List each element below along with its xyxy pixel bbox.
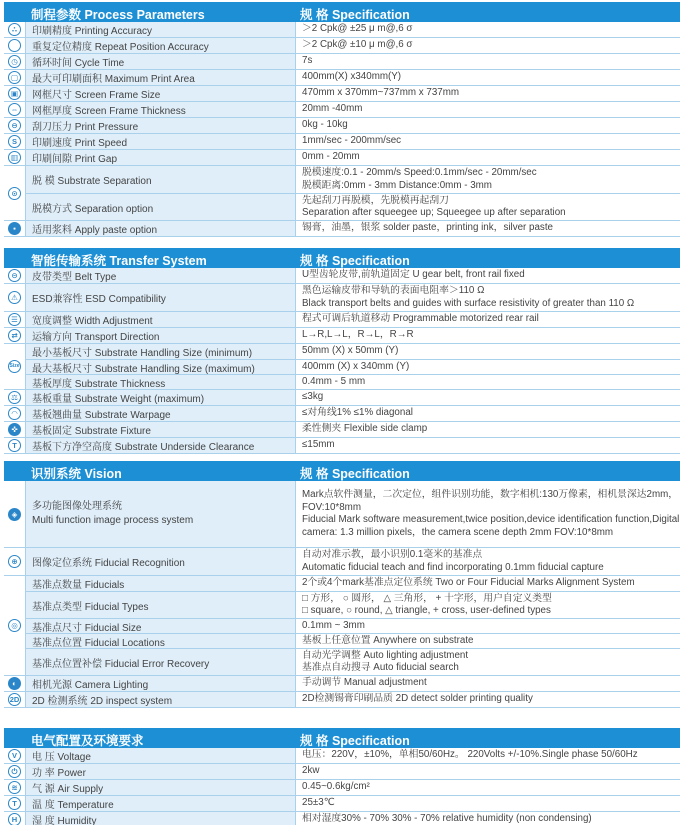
spec-label: 脱 模 Substrate Separation bbox=[26, 166, 296, 193]
spec-value-line: 程式可调后轨道移动 Programmable motorized rear rail bbox=[302, 313, 539, 325]
spec-row bbox=[26, 268, 680, 283]
spec-label: 基准点数量 Fiducials bbox=[26, 576, 296, 591]
spec-label: 2D 检测系统 2D inspect system bbox=[26, 692, 296, 707]
icon-cell bbox=[4, 344, 26, 389]
spec-row bbox=[26, 438, 680, 453]
spec-label: 最小基板尺寸 Substrate Handling Size (minimum) bbox=[26, 344, 296, 359]
spec-value-line: 脱模速度:0.1 - 20mm/s Speed:0.1mm/sec - 20mm/sec bbox=[302, 167, 537, 178]
humidity-icon: H bbox=[8, 813, 21, 825]
fiducial-recognition-icon: ⊕ bbox=[8, 555, 21, 568]
spec-label: 脱模方式 Separation option bbox=[26, 194, 296, 220]
spec-group bbox=[4, 438, 680, 454]
spec-row bbox=[26, 406, 680, 421]
maximum-print-area-icon: ▢ bbox=[8, 71, 21, 84]
spec-label: 印刷间隙 Print Gap bbox=[26, 150, 296, 165]
icon-cell bbox=[4, 390, 26, 405]
spec-row bbox=[26, 591, 680, 618]
spec-value bbox=[296, 796, 680, 811]
spec-value-line: ≤15mm bbox=[302, 439, 335, 451]
specification-header: 规 格 Specification bbox=[300, 467, 410, 481]
spec-value bbox=[296, 194, 680, 220]
spec-value bbox=[296, 692, 680, 707]
spec-group bbox=[4, 796, 680, 812]
spec-label: 循环时间 Cycle Time bbox=[26, 54, 296, 69]
spec-label: 印刷速度 Print Speed bbox=[26, 134, 296, 149]
spec-row bbox=[26, 328, 680, 343]
spec-value bbox=[296, 284, 680, 311]
spec-label: 基板下方净空高度 Substrate Underside Clearance bbox=[26, 438, 296, 453]
spec-group bbox=[4, 38, 680, 54]
spec-group bbox=[4, 268, 680, 284]
spec-value bbox=[296, 221, 680, 236]
spec-group bbox=[4, 576, 680, 676]
section-header bbox=[4, 461, 680, 481]
multi-function-image-process-system-icon: ◈ bbox=[8, 508, 21, 521]
spec-row bbox=[26, 359, 680, 374]
spec-value-line: ≤3kg bbox=[302, 391, 324, 403]
icon-cell bbox=[4, 576, 26, 675]
belt-type-icon: ⊝ bbox=[8, 269, 21, 282]
icon-cell bbox=[4, 102, 26, 117]
spec-value-line: U型齿轮皮带,前轨道固定 U gear belt, front rail fixed bbox=[302, 269, 525, 281]
spec-label: ESD兼容性 ESD Compatibility bbox=[26, 284, 296, 311]
spec-row bbox=[26, 193, 680, 220]
spec-value bbox=[296, 438, 680, 453]
vision-section bbox=[4, 461, 680, 708]
esd-compatibility-icon: ⚠ bbox=[8, 291, 21, 304]
spec-row bbox=[26, 390, 680, 405]
spec-label: 基板厚度 Substrate Thickness bbox=[26, 375, 296, 389]
spec-row bbox=[26, 748, 680, 763]
icon-cell bbox=[4, 268, 26, 283]
spec-label: 气 源 Air Supply bbox=[26, 780, 296, 795]
electrical-environment-section bbox=[4, 728, 680, 825]
fiducials-icon: ◎ bbox=[8, 619, 21, 632]
spec-group bbox=[4, 390, 680, 406]
spec-value bbox=[296, 634, 680, 648]
spec-value-line: 1mm/sec - 200mm/sec bbox=[302, 135, 402, 147]
spec-group bbox=[4, 134, 680, 150]
spec-value bbox=[296, 812, 680, 825]
spec-value-line: Separation after squeegee up; Squeegee up after separation bbox=[302, 207, 566, 218]
icon-cell bbox=[4, 118, 26, 133]
cycle-time-icon: ◷ bbox=[8, 55, 21, 68]
spec-row bbox=[26, 344, 680, 359]
icon-cell bbox=[4, 284, 26, 311]
substrate-warpage-icon: ◠ bbox=[8, 407, 21, 420]
specification-header: 规 格 Specification bbox=[300, 254, 410, 268]
printing-accuracy-icon: ∴ bbox=[8, 23, 21, 36]
spec-value-line: 0.45~0.6kg/cm² bbox=[302, 781, 370, 793]
spec-label-line: Multi function image process system bbox=[32, 515, 194, 526]
spec-value-line: 0kg - 10kg bbox=[302, 119, 348, 131]
icon-cell bbox=[4, 86, 26, 101]
spec-value-line: 先起刮刀再脱模，先脱模再起刮刀 bbox=[302, 194, 449, 206]
width-adjustment-icon: ☰ bbox=[8, 313, 21, 326]
spec-value bbox=[296, 576, 680, 591]
icon-cell bbox=[4, 406, 26, 421]
spec-group bbox=[4, 780, 680, 796]
spec-value-line: 0.1mm ~ 3mm bbox=[302, 619, 365, 631]
spec-row bbox=[26, 22, 680, 37]
spec-value-line: 自动光学调整 Auto lighting adjustment bbox=[302, 649, 469, 661]
screen-frame-size-icon: ▣ bbox=[8, 87, 21, 100]
spec-value-line: ≤对角线1% ≤1% diagonal bbox=[302, 407, 413, 419]
spec-value bbox=[296, 764, 680, 779]
spec-group bbox=[4, 328, 680, 344]
specification-header: 规 格 Specification bbox=[300, 8, 410, 22]
spec-row bbox=[26, 422, 680, 437]
spec-group bbox=[4, 22, 680, 38]
spec-value-line: 2个或4个mark基准点定位系统 Two or Four Fiducial Marks Alignment System bbox=[302, 577, 635, 589]
apply-paste-option-icon: ▪ bbox=[8, 222, 21, 235]
section-header bbox=[4, 728, 680, 748]
spec-value-line: Mark点软件测量，二次定位，组件识别功能，数字相机:130万像素，相机景深达2mm，FOV:10*8mm bbox=[302, 489, 679, 513]
spec-row bbox=[26, 374, 680, 389]
spec-label: 宽度调整 Width Adjustment bbox=[26, 312, 296, 327]
spec-row bbox=[26, 648, 680, 675]
spec-value-line: 基板上任意位置 Anywhere on substrate bbox=[302, 634, 474, 646]
repeat-position-accuracy-icon bbox=[8, 39, 21, 52]
icon-cell bbox=[4, 221, 26, 236]
spec-label: 基准点位置补偿 Fiducial Error Recovery bbox=[26, 649, 296, 675]
spec-row bbox=[26, 312, 680, 327]
icon-cell bbox=[4, 438, 26, 453]
spec-value-line: 相对湿度30% - 70% 30% - 70% relative humidity (non condensing) bbox=[302, 813, 592, 825]
spec-group bbox=[4, 54, 680, 70]
icon-cell bbox=[4, 134, 26, 149]
spec-value bbox=[296, 748, 680, 763]
temperature-icon: T bbox=[8, 797, 21, 810]
2d-inspect-system-icon: 2D bbox=[9, 695, 20, 704]
specification-header: 规 格 Specification bbox=[300, 734, 410, 748]
spec-group bbox=[4, 102, 680, 118]
icon-cell bbox=[4, 70, 26, 85]
spec-value-line: 2D检测锡膏印刷品质 2D detect solder printing quality bbox=[302, 693, 533, 705]
substrate-fixture-icon: ✜ bbox=[8, 423, 21, 436]
spec-value-line: 脱模距离:0mm - 3mm Distance:0mm - 3mm bbox=[302, 179, 492, 191]
spec-group bbox=[4, 764, 680, 780]
spec-value bbox=[296, 134, 680, 149]
spec-label: 适用浆料 Apply paste option bbox=[26, 221, 296, 236]
spec-label: 湿 度 Humidity bbox=[26, 812, 296, 825]
icon-cell bbox=[4, 481, 26, 547]
spec-row bbox=[26, 618, 680, 633]
process-parameters-section bbox=[4, 2, 680, 237]
spec-label: 印刷精度 Printing Accuracy bbox=[26, 22, 296, 37]
spec-row bbox=[26, 812, 680, 825]
spec-value-line: 50mm (X) x 50mm (Y) bbox=[302, 345, 399, 357]
spec-row bbox=[26, 692, 680, 707]
spec-group bbox=[4, 86, 680, 102]
spec-row bbox=[26, 38, 680, 53]
spec-group bbox=[4, 422, 680, 438]
power-icon: ⏻ bbox=[8, 765, 21, 778]
spec-value-line: 手动调节 Manual adjustment bbox=[302, 677, 427, 689]
spec-group bbox=[4, 150, 680, 166]
spec-value bbox=[296, 548, 680, 575]
section-title: 识别系统 Vision bbox=[31, 467, 122, 481]
spec-value-line: 2kw bbox=[302, 765, 320, 777]
spec-row bbox=[26, 70, 680, 85]
spec-label: 基板固定 Substrate Fixture bbox=[26, 422, 296, 437]
spec-label: 基板重量 Substrate Weight (maximum) bbox=[26, 390, 296, 405]
spec-group bbox=[4, 548, 680, 576]
spec-value-line: 基准点自动搜寻 Auto fiducial search bbox=[302, 662, 459, 673]
spec-value-line: □ square, ○ round, △ triangle, + cross, user-defined types bbox=[302, 605, 551, 616]
section-header bbox=[4, 2, 680, 22]
spec-label: 基板翘曲量 Substrate Warpage bbox=[26, 406, 296, 421]
spec-label: 重复定位精度 Repeat Position Accuracy bbox=[26, 38, 296, 53]
spec-value bbox=[296, 102, 680, 117]
spec-value-line: ＞2 Cpk@ ±25 μ m@,6 σ bbox=[302, 23, 413, 35]
spec-value bbox=[296, 676, 680, 691]
spec-value bbox=[296, 22, 680, 37]
spec-row bbox=[26, 166, 680, 193]
spec-value bbox=[296, 481, 680, 547]
spec-row bbox=[26, 764, 680, 779]
spec-value-line: 自动对准示教，最小识别0.1毫米的基准点 bbox=[302, 549, 483, 560]
section-title: 制程参数 Process Parameters bbox=[31, 8, 205, 22]
icon-cell bbox=[4, 312, 26, 327]
icon-cell bbox=[4, 328, 26, 343]
substrate-weight-maximum-icon: ⚖ bbox=[8, 391, 21, 404]
spec-group bbox=[4, 284, 680, 312]
spec-label: 网框尺寸 Screen Frame Size bbox=[26, 86, 296, 101]
spec-value-line: □ 方形， ○ 圆形， △ 三角形， + 十字形，用户自定义类型 bbox=[302, 592, 552, 604]
spec-row bbox=[26, 86, 680, 101]
spec-value-line: L→R,L→L，R→L，R→R bbox=[302, 329, 414, 341]
section-title: 电气配置及环境要求 bbox=[31, 734, 144, 748]
spec-row bbox=[26, 118, 680, 133]
transfer-system-section bbox=[4, 248, 680, 454]
icon-cell bbox=[4, 422, 26, 437]
spec-label: 基准点位置 Fiducial Locations bbox=[26, 634, 296, 648]
spec-value-line: 400mm(X) x340mm(Y) bbox=[302, 71, 402, 83]
spec-group bbox=[4, 312, 680, 328]
screen-frame-thickness-icon: ⇔ bbox=[8, 103, 21, 116]
section-title: 智能传输系统 Transfer System bbox=[31, 254, 207, 268]
icon-cell bbox=[4, 150, 26, 165]
spec-value bbox=[296, 70, 680, 85]
icon-cell bbox=[4, 54, 26, 69]
spec-group bbox=[4, 166, 680, 221]
spec-label: 电 压 Voltage bbox=[26, 748, 296, 763]
spec-group bbox=[4, 118, 680, 134]
spec-label-line: 多功能图像处理系统 bbox=[32, 501, 122, 512]
spec-value-line: 锡膏，油墨，银浆 solder paste，printing ink，silver paste bbox=[302, 222, 553, 234]
spec-row bbox=[26, 676, 680, 691]
spec-value bbox=[296, 619, 680, 633]
spec-value-line: 400mm (X) x 340mm (Y) bbox=[302, 360, 410, 372]
print-gap-icon: ▥ bbox=[8, 151, 21, 164]
spec-value-line: 0.4mm - 5 mm bbox=[302, 375, 366, 387]
spec-label: 刮刀压力 Print Pressure bbox=[26, 118, 296, 133]
spec-row bbox=[26, 150, 680, 165]
spec-value bbox=[296, 86, 680, 101]
spec-group bbox=[4, 344, 680, 390]
spec-group bbox=[4, 812, 680, 825]
spec-label: 基准点类型 Fiducial Types bbox=[26, 592, 296, 618]
spec-value-line: 20mm -40mm bbox=[302, 103, 363, 115]
print-speed-icon: S bbox=[8, 135, 21, 148]
spec-value bbox=[296, 406, 680, 421]
spec-label bbox=[26, 481, 296, 547]
spec-value bbox=[296, 422, 680, 437]
icon-cell bbox=[4, 22, 26, 37]
spec-group bbox=[4, 221, 680, 237]
spec-label: 功 率 Power bbox=[26, 764, 296, 779]
spec-row bbox=[26, 780, 680, 795]
spec-value-line: 柔性侧夹 Flexible side clamp bbox=[302, 423, 428, 435]
spec-row bbox=[26, 548, 680, 575]
spec-group bbox=[4, 692, 680, 708]
spec-label: 皮带类型 Belt Type bbox=[26, 268, 296, 283]
spec-value bbox=[296, 150, 680, 165]
spec-value-line: 黑色运输皮带和导轨的表面电阻率＞110 Ω bbox=[302, 285, 485, 296]
spec-label: 网框厚度 Screen Frame Thickness bbox=[26, 102, 296, 117]
spec-value bbox=[296, 780, 680, 795]
spec-row bbox=[26, 54, 680, 69]
substrate-separation-icon: ⊙ bbox=[8, 187, 21, 200]
spec-label: 基准点尺寸 Fiducial Size bbox=[26, 619, 296, 633]
spec-row bbox=[26, 284, 680, 311]
spec-value bbox=[296, 649, 680, 675]
icon-cell bbox=[4, 548, 26, 575]
icon-cell bbox=[4, 812, 26, 825]
spec-value-line: ＞2 Cpk@ ±10 μ m@,6 σ bbox=[302, 39, 413, 51]
spec-label: 相机光源 Camera Lighting bbox=[26, 676, 296, 691]
spec-value-line: 电压：220V，±10%，单相50/60Hz。 220Volts +/-10%.Single phase 50/60Hz bbox=[302, 749, 638, 761]
icon-cell bbox=[4, 692, 26, 707]
spec-value bbox=[296, 344, 680, 359]
spec-value bbox=[296, 360, 680, 374]
spec-label: 温 度 Temperature bbox=[26, 796, 296, 811]
spec-row bbox=[26, 481, 680, 547]
spec-value-line: Automatic fiducial teach and find incorporating 0.1mm fiducial capture bbox=[302, 561, 604, 573]
spec-value-line: 25±3℃ bbox=[302, 797, 335, 809]
spec-label: 最大可印刷面积 Maximum Print Area bbox=[26, 70, 296, 85]
spec-value bbox=[296, 328, 680, 343]
spec-row bbox=[26, 796, 680, 811]
spec-label: 图像定位系统 Fiducial Recognition bbox=[26, 548, 296, 575]
icon-cell bbox=[4, 676, 26, 691]
spec-value bbox=[296, 54, 680, 69]
spec-group bbox=[4, 70, 680, 86]
icon-cell bbox=[4, 748, 26, 763]
spec-value bbox=[296, 118, 680, 133]
camera-lighting-icon: ◐ bbox=[8, 677, 21, 690]
spec-row bbox=[26, 576, 680, 591]
spec-value bbox=[296, 312, 680, 327]
spec-row bbox=[26, 633, 680, 648]
substrate-underside-clearance-icon: T bbox=[8, 439, 21, 452]
spec-value bbox=[296, 390, 680, 405]
spec-value bbox=[296, 268, 680, 283]
spec-value bbox=[296, 166, 680, 193]
voltage-icon: V bbox=[8, 749, 21, 762]
spec-value-line: Fiducial Mark software measurement,twice position,device identification function,Digital camera: 1.3 million pixels，the camera scene depth 2mm FOV:10*8mm bbox=[302, 514, 680, 538]
substrate-handling-size-minimum-icon: Size bbox=[8, 360, 21, 373]
print-pressure-icon: ⊖ bbox=[8, 119, 21, 132]
spec-label: 运输方向 Transport Direction bbox=[26, 328, 296, 343]
transport-direction-icon: ⇄ bbox=[8, 329, 21, 342]
section-header bbox=[4, 248, 680, 268]
icon-cell bbox=[4, 780, 26, 795]
spec-group bbox=[4, 406, 680, 422]
spec-value bbox=[296, 375, 680, 389]
spec-value-line: 0mm - 20mm bbox=[302, 151, 360, 163]
icon-cell bbox=[4, 38, 26, 53]
spec-row bbox=[26, 221, 680, 236]
spec-group bbox=[4, 748, 680, 764]
spec-row bbox=[26, 102, 680, 117]
spec-label: 最大基板尺寸 Substrate Handling Size (maximum) bbox=[26, 360, 296, 374]
spec-value bbox=[296, 38, 680, 53]
spec-row bbox=[26, 134, 680, 149]
spec-group bbox=[4, 481, 680, 548]
icon-cell bbox=[4, 166, 26, 220]
icon-cell bbox=[4, 796, 26, 811]
air-supply-icon: ≋ bbox=[8, 781, 21, 794]
spec-value-line: Black transport belts and guides with surface resistivity of greater than 110 Ω bbox=[302, 297, 635, 309]
spec-value-line: 470mm x 370mm~737mm x 737mm bbox=[302, 87, 460, 99]
spec-value-line: 7s bbox=[302, 55, 313, 67]
spec-group bbox=[4, 676, 680, 692]
spec-value bbox=[296, 592, 680, 618]
icon-cell bbox=[4, 764, 26, 779]
